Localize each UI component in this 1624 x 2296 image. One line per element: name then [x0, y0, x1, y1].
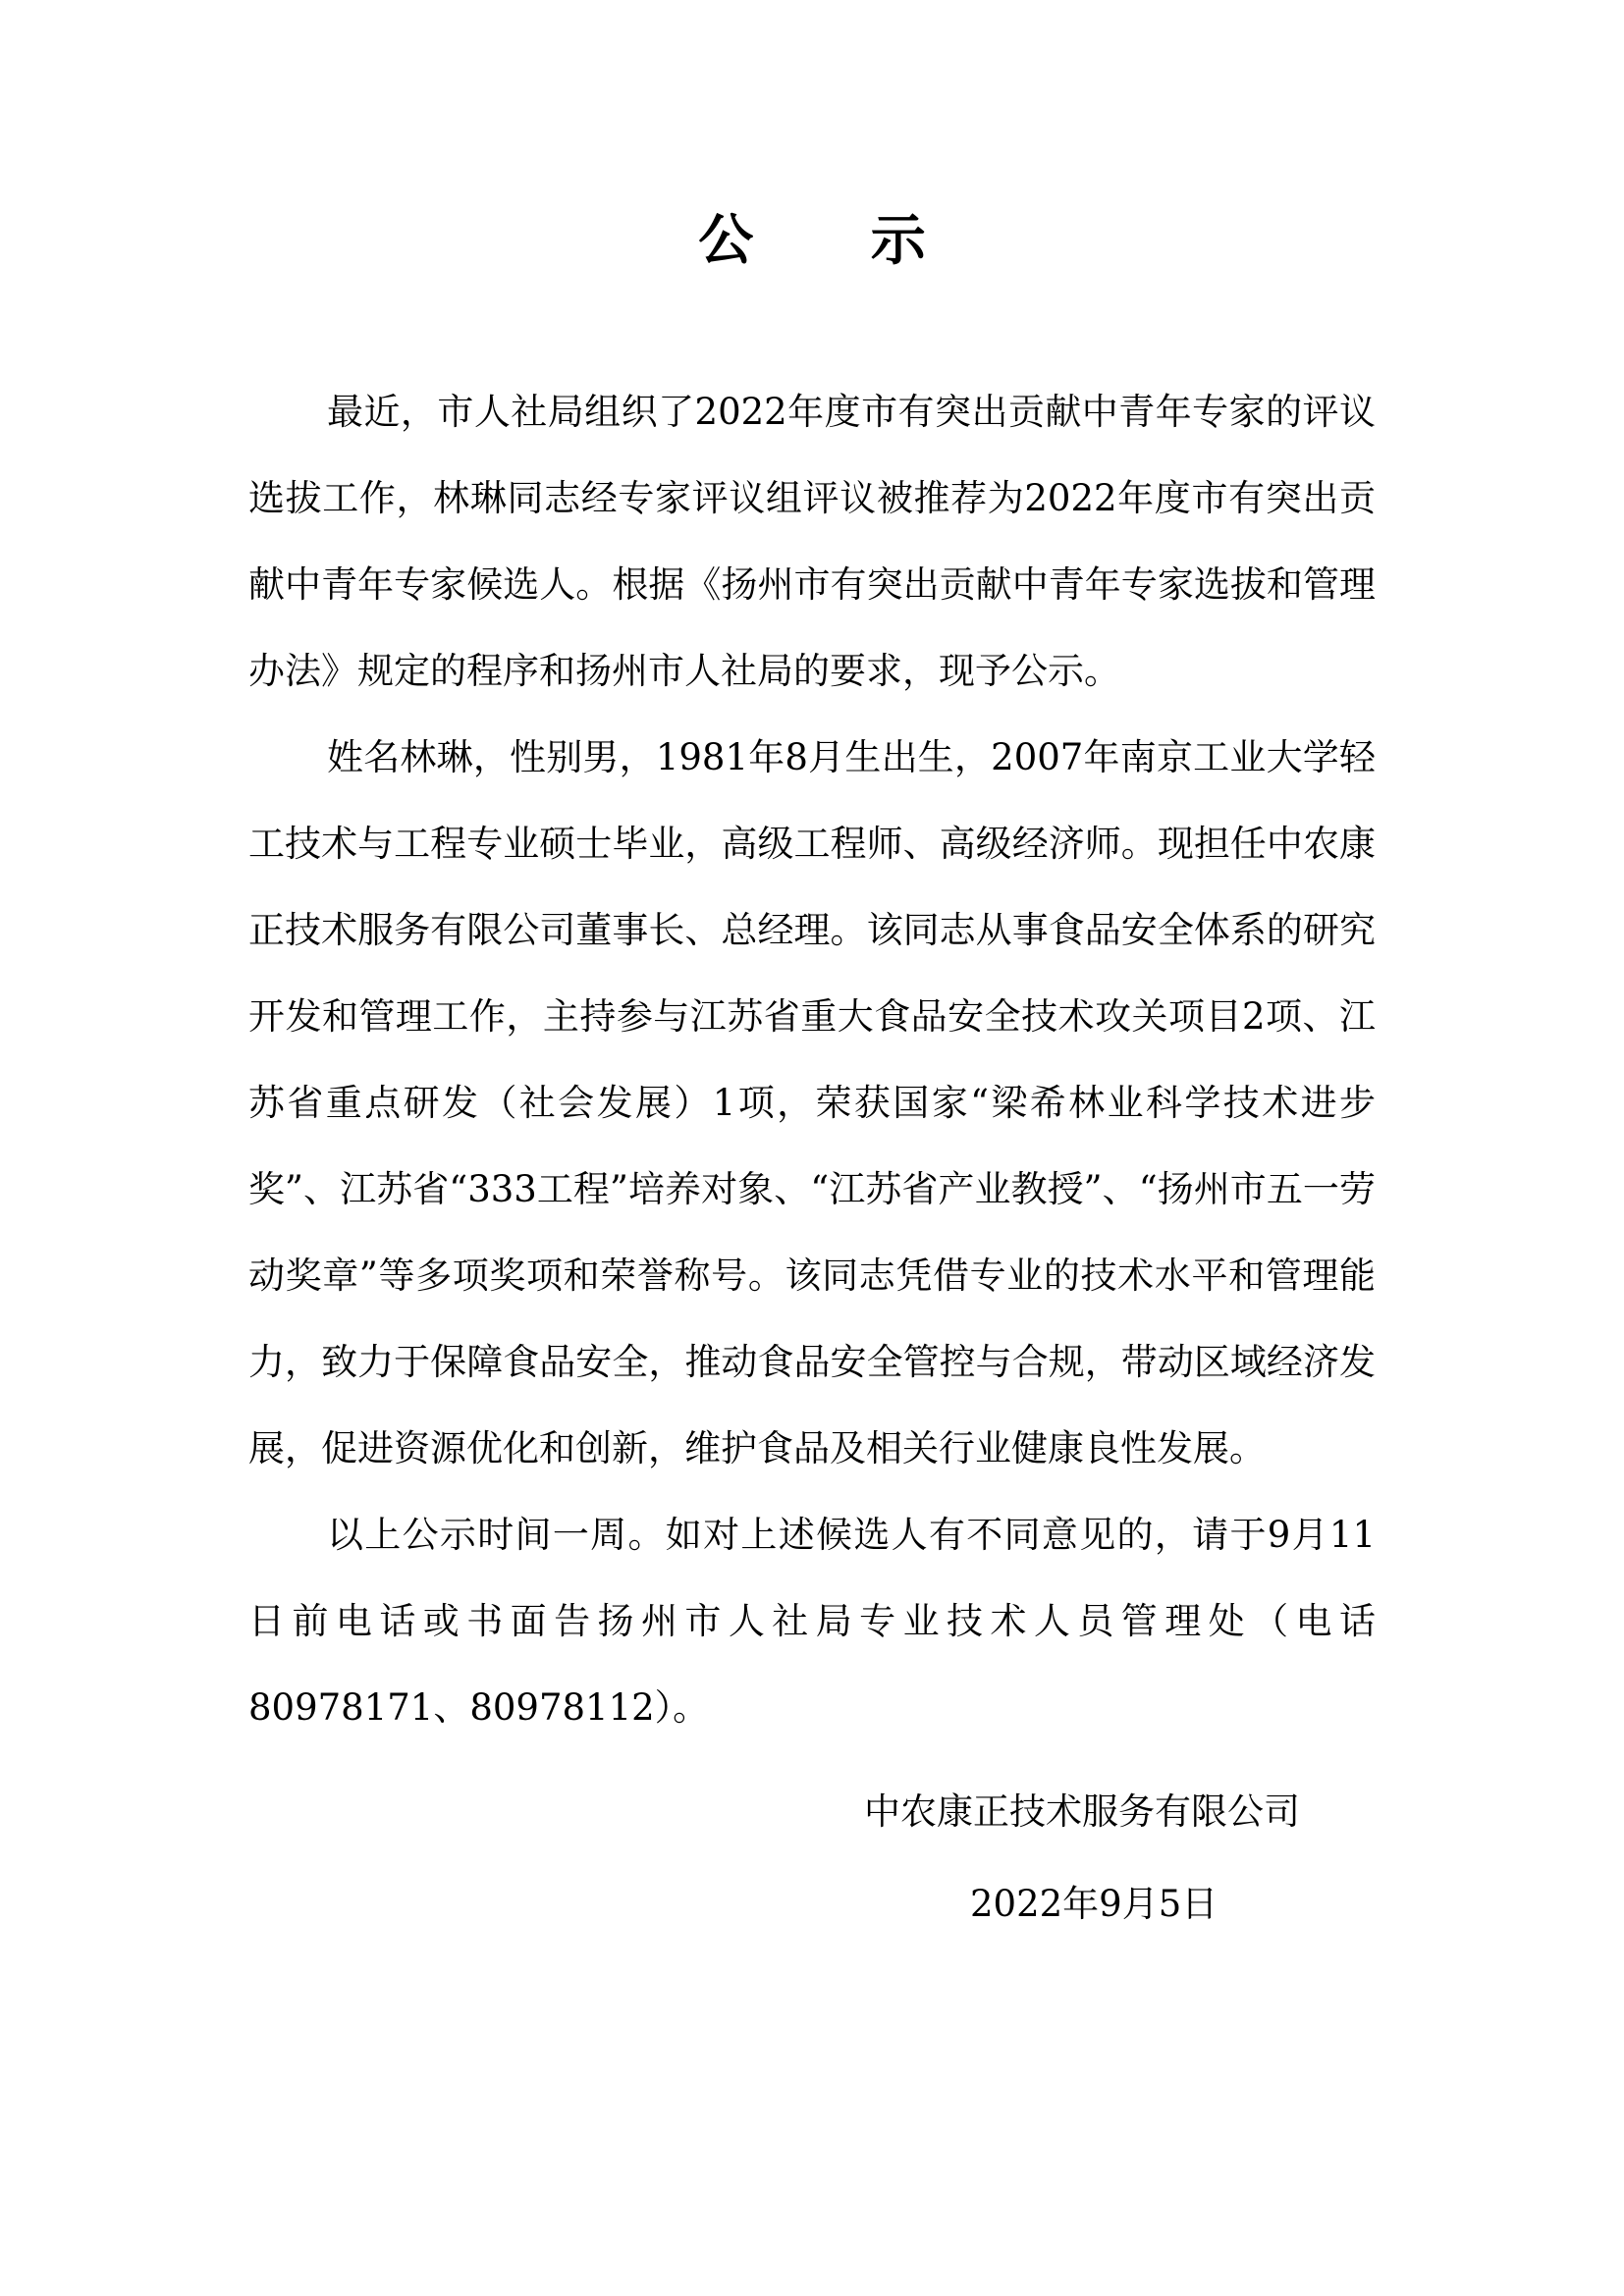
document-body [248, 369, 1376, 1751]
issuer-signature: 中农康正技术服务有限公司 [864, 1790, 1300, 1833]
paragraph-intro: 最近，市人社局组织了2022年度市有突出贡献中青年专家的评议选拔工作，林琳同志经专家评议组评议被推荐为2022年度市有突出贡献中青年专家候选人。根据《扬州市有突出贡献中青年专家选拔和管理办法》规定的程序和扬州市人社局的要求，现予公示。 [248, 391, 1376, 692]
paragraph-publicity-period: 以上公示时间一周。如对上述候选人有不同意见的，请于9月11日前电话或书面告扬州市人社局专业技术人员管理处（电话80978171、80978112）。 [248, 1514, 1376, 1729]
document-title: 公 示 [698, 208, 975, 273]
paragraph-candidate-profile: 姓名林琳，性别男，1981年8月生出生，2007年南京工业大学轻工技术与工程专业硕士毕业，高级工程师、高级经济师。现担任中农康正技术服务有限公司董事长、总经理。该同志从事食品安全体系的研究开发和管理工作，主持参与江苏省重大食品安全技术攻关项目2项、江苏省重点研发（社会发展）1项，荣获国家“梁希林业科学技术进步奖”、江苏省“333工程”培养对象、“江苏省产业教授”、“扬州市五一劳动奖章”等多项奖项和荣誉称号。该同志凭借专业的技术水平和管理能力，致力于保障食品安全，推动食品安全管控与合规，带动区域经济发展，促进资源优化和创新，维护食品及相关行业健康良性发展。 [248, 736, 1376, 1469]
issue-date: 2022年9月5日 [970, 1883, 1218, 1925]
